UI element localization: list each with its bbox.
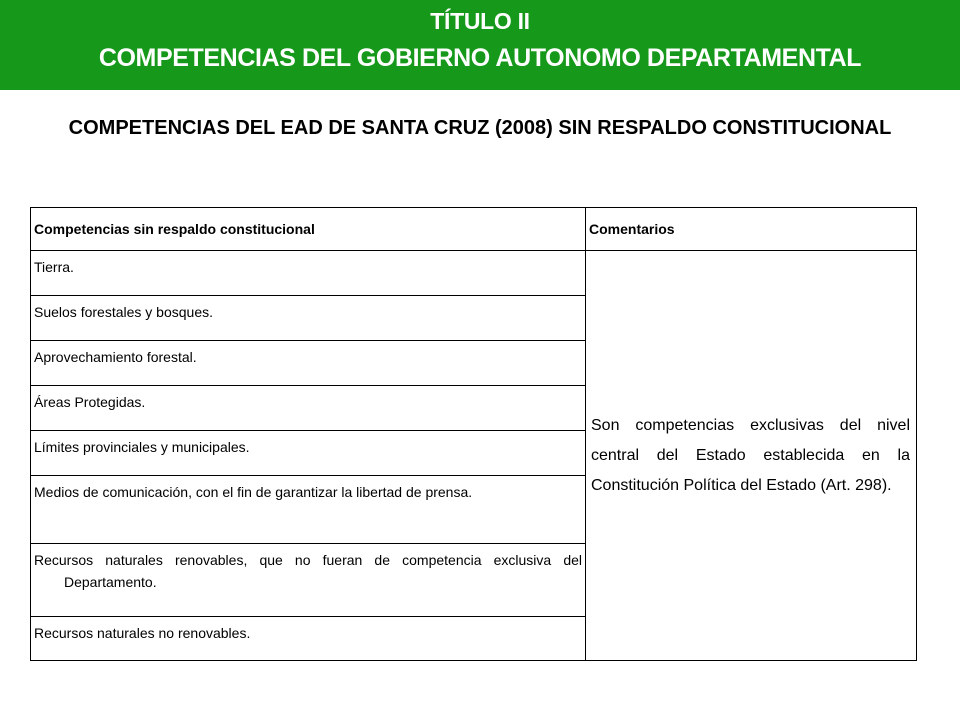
competency-cell: Tierra. [31,251,586,296]
competency-cell: Áreas Protegidas. [31,386,586,431]
table-row [31,251,917,296]
competencies-table [30,207,917,661]
table-header-row [31,208,917,251]
competency-cell: Aprovechamiento forestal. [31,341,586,386]
page-subtitle: COMPETENCIAS DEL EAD DE SANTA CRUZ (2008) SIN RESPALDO CONSTITUCIONAL [68,117,892,139]
competency-cell: Recursos naturales renovables, que no fueran de competencia exclusiva del Departamento. [31,544,586,617]
competency-cell: Medios de comunicación, con el fin de garantizar la libertad de prensa. [31,476,586,544]
competency-cell: Límites provinciales y municipales. [31,431,586,476]
competency-cell: Recursos naturales no renovables. [31,617,586,661]
column-header-comments: Comentarios [586,208,917,251]
banner-title: TÍTULO II [430,8,530,34]
banner-heading: COMPETENCIAS DEL GOBIERNO AUTONOMO DEPARTAMENTAL [98,44,862,72]
column-header-competencies: Competencias sin respaldo constitucional [31,208,586,251]
comment-cell: Son competencias exclusivas del nivel central del Estado establecida en la Constitución Política del Estado (Art. 298). [586,251,917,661]
competency-cell: Suelos forestales y bosques. [31,296,586,341]
title-banner [0,0,960,90]
